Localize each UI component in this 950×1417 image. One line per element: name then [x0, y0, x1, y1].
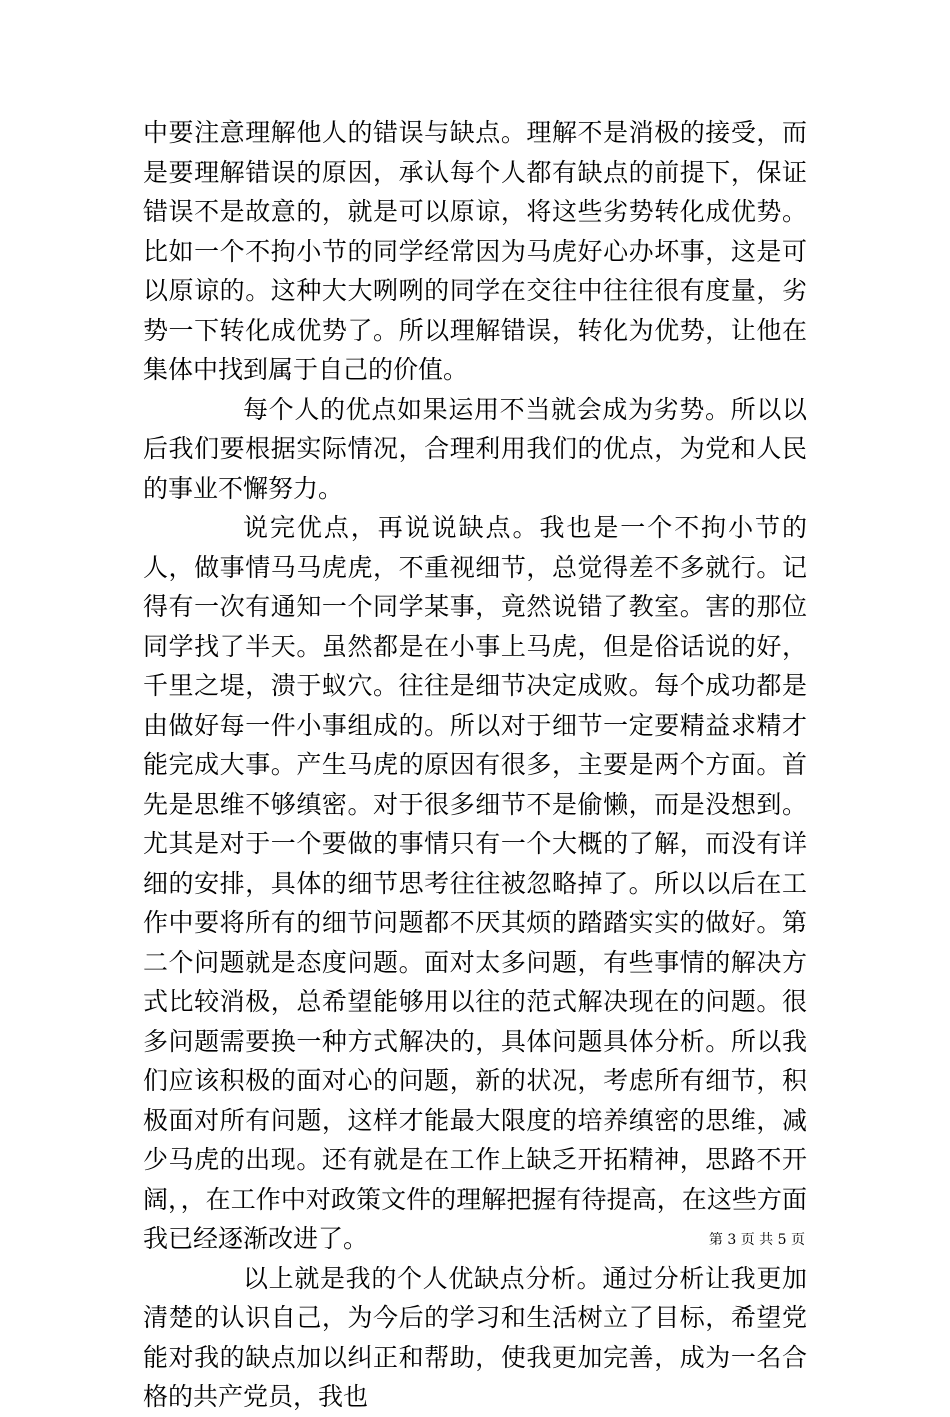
page-number-footer: 第 3 页 共 5 页	[708, 1232, 805, 1248]
body-text	[143, 113, 807, 1417]
paragraph-strengths-summary: 每个人的优点如果运用不当就会成为劣势。所以以后我们要根据实际情况，合理利用我们的优点，为党和人民的事业不懈努力。	[143, 394, 807, 503]
paragraph-weaknesses: 说完优点，再说说缺点。我也是一个不拘小节的人，做事情马马虎虎，不重视细节，总觉得差不多就行。记得有一次有通知一个同学某事，竟然说错了教室。害的那位同学找了半天。虽然都是在小事上马虎，但是俗话说的好，千里之堤，溃于蚁穴。往往是细节决定成败。每个成功都是由做好每一件小事组成的。所以对于细节一定要精益求精才能完成大事。产生马虎的原因有很多，主要是两个方面。首先是思维不够缜密。对于很多细节不是偷懒，而是没想到。尤其是对于一个要做的事情只有一个大概的了解，而没有详细的安排，具体的细节思考往往被忽略掉了。所以以后在工作中要将所有的细节问题都不厌其烦的踏踏实实的做好。第二个问题就是态度问题。面对太多问题，有些事情的解决方式比较消极，总希望能够用以往的范式解决现在的问题。很多问题需要换一种方式解决的，具体问题具体分析。所以我们应该积极的面对心的问题，新的状况，考虑所有细节，积极面对所有问题，这样才能最大限度的培养缜密的思维，减少马虎的出现。还有就是在工作上缺乏开拓精神，思路不开阔，，在工作中对政策文件的理解把握有待提高，在这些方面我已经逐渐改进了。	[143, 513, 807, 1253]
paragraph-conclusion: 以上就是我的个人优缺点分析。通过分析让我更加清楚的认识自己，为今后的学习和生活树立了目标，希望党能对我的缺点加以纠正和帮助，使我更加完善，成为一名合格的共产党员，我也	[143, 1263, 807, 1411]
paragraph-continuation: 中要注意理解他人的错误与缺点。理解不是消极的接受，而是要理解错误的原因，承认每个人都有缺点的前提下，保证错误不是故意的，就是可以原谅，将这些劣势转化成优势。比如一个不拘小节的同学经常因为马虎好心办坏事，这是可以原谅的。这种大大咧咧的同学在交往中往往很有度量，劣势一下转化成优势了。所以理解错误，转化为优势，让他在集体中找到属于自己的价值。	[143, 118, 807, 384]
